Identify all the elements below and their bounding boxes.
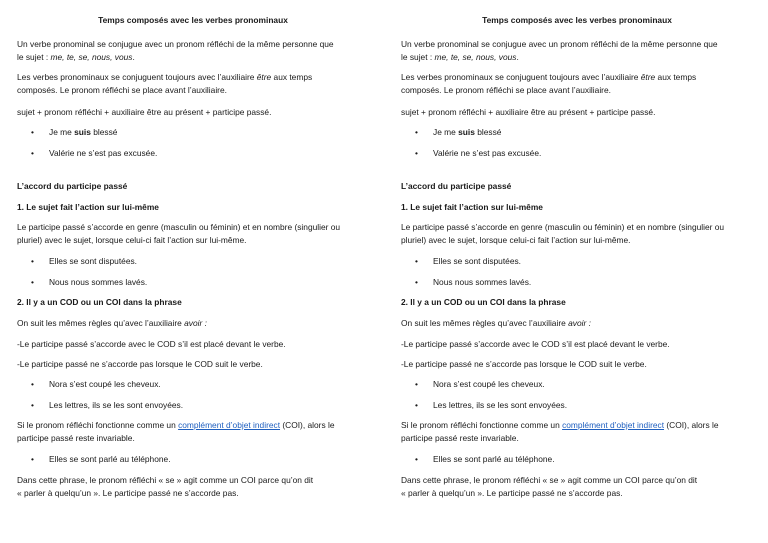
rule-text: On suit les mêmes règles qu’avec l’auxiliaire <box>17 318 185 328</box>
example-text: Les lettres, ils se les sont envoyées. <box>433 400 568 410</box>
rule-line: -Le participe passé ne s’accorde pas lorsque le COD suit le verbe. <box>401 359 647 369</box>
example-text: Les lettres, ils se les sont envoyées. <box>49 400 184 410</box>
example-text: Nous nous sommes lavés. <box>49 277 148 287</box>
list-item <box>415 378 545 391</box>
bullet-icon: • <box>31 400 34 410</box>
list-item <box>415 276 531 289</box>
auxiliary-word: être <box>256 72 272 82</box>
list-item <box>31 147 157 160</box>
formula: sujet + pronom réfléchi + auxiliaire être au présent + participe passé. <box>17 107 272 117</box>
bullet-icon: • <box>31 277 34 287</box>
bullet-icon: • <box>415 400 418 410</box>
intro-line-2 <box>17 51 135 64</box>
coi-line-2: participe passé reste invariable. <box>401 433 519 443</box>
rule-line: -Le participe passé s’accorde avec le COD s’il est placé devant le verbe. <box>17 339 286 349</box>
pronoun-list: me, te, se, nous, vous <box>50 52 133 62</box>
subsection-heading: 1. Le sujet fait l’action sur lui-même <box>401 202 543 212</box>
example-text: Valérie ne s’est pas excusée. <box>49 148 158 158</box>
section-heading: L’accord du participe passé <box>17 181 128 191</box>
final-line-1: Dans cette phrase, le pronom réfléchi « se » agit comme un COI parce qu’on dit <box>401 475 698 485</box>
rule-line: -Le participe passé s’accorde avec le COD s’il est placé devant le verbe. <box>401 339 670 349</box>
subsection-heading: 2. Il y a un COD ou un COI dans la phrase <box>17 297 182 307</box>
list-item <box>31 126 117 139</box>
list-item <box>415 126 501 139</box>
example-text: Nora s’est coupé les cheveux. <box>49 379 161 389</box>
doc-title: Temps composés avec les verbes pronominaux <box>482 15 672 25</box>
rule-line-2: pluriel) avec le sujet, lorsque celui-ci fait l’action sur lui-même. <box>17 235 247 245</box>
intro-text: le sujet : <box>17 52 51 62</box>
subsection-heading: 2. Il y a un COD ou un COI dans la phrase <box>401 297 566 307</box>
bullet-icon: • <box>415 127 418 137</box>
intro-line-3 <box>17 71 312 84</box>
list-item <box>31 378 161 391</box>
final-line-1: Dans cette phrase, le pronom réfléchi « se » agit comme un COI parce qu’on dit <box>17 475 314 485</box>
auxiliary-word: avoir : <box>568 318 591 328</box>
pronoun-list: me, te, se, nous, vous <box>434 52 517 62</box>
final-line-2: « parler à quelqu’un ». Le participe passé ne s’accorde pas. <box>401 488 623 498</box>
list-item <box>31 276 147 289</box>
formula: sujet + pronom réfléchi + auxiliaire être au présent + participe passé. <box>401 107 656 117</box>
example-text: Je me <box>433 127 459 137</box>
intro-line-1: Un verbe pronominal se conjugue avec un pronom réfléchi de la même personne que <box>401 39 718 49</box>
auxiliary-word: avoir : <box>184 318 207 328</box>
bullet-icon: • <box>31 127 34 137</box>
example-text: Nora s’est coupé les cheveux. <box>433 379 545 389</box>
section-heading: L’accord du participe passé <box>401 181 512 191</box>
example-text: Elles se sont disputées. <box>49 256 137 266</box>
bullet-icon: • <box>415 277 418 287</box>
rule-line-2: pluriel) avec le sujet, lorsque celui-ci fait l’action sur lui-même. <box>401 235 631 245</box>
example-text: blessé <box>90 127 118 137</box>
list-item <box>31 255 137 268</box>
bullet-icon: • <box>415 454 418 464</box>
intro-text: . <box>516 52 519 62</box>
coi-line-1 <box>17 419 334 432</box>
example-bold: suis <box>74 127 91 137</box>
intro-line-2 <box>401 51 519 64</box>
intro-line-4: composés. Le pronom réfléchi se place avant l’auxiliaire. <box>17 85 227 95</box>
intro-text: . <box>132 52 135 62</box>
bullet-icon: • <box>31 379 34 389</box>
final-line-2: « parler à quelqu’un ». Le participe passé ne s’accorde pas. <box>17 488 239 498</box>
coi-line-1 <box>401 419 718 432</box>
intro-text: le sujet : <box>401 52 435 62</box>
bullet-icon: • <box>415 379 418 389</box>
bullet-icon: • <box>415 148 418 158</box>
list-item <box>415 147 541 160</box>
coi-link[interactable]: complément d’objet indirect <box>562 420 665 430</box>
auxiliary-word: être <box>640 72 656 82</box>
bullet-icon: • <box>31 454 34 464</box>
subsection-heading: 1. Le sujet fait l’action sur lui-même <box>17 202 159 212</box>
list-item <box>415 453 555 466</box>
rule-text: On suit les mêmes règles qu’avec l’auxiliaire <box>401 318 569 328</box>
rule-line <box>401 317 591 330</box>
example-text: Valérie ne s’est pas excusée. <box>433 148 542 158</box>
example-text: Elles se sont parlé au téléphone. <box>433 454 555 464</box>
intro-text: aux temps <box>655 72 697 82</box>
list-item <box>415 255 521 268</box>
coi-text: Si le pronom réfléchi fonctionne comme un <box>401 420 563 430</box>
coi-text: (COI), alors le <box>664 420 719 430</box>
coi-link[interactable]: complément d’objet indirect <box>178 420 281 430</box>
intro-text: Les verbes pronominaux se conjuguent toujours avec l’auxiliaire <box>401 72 641 82</box>
example-bold: suis <box>458 127 475 137</box>
intro-line-4: composés. Le pronom réfléchi se place avant l’auxiliaire. <box>401 85 611 95</box>
intro-text: aux temps <box>271 72 313 82</box>
rule-line-1: Le participe passé s’accorde en genre (masculin ou féminin) et en nombre (singulier ou <box>17 222 341 232</box>
example-text: blessé <box>474 127 502 137</box>
example-text: Elles se sont disputées. <box>433 256 521 266</box>
example-text: Nous nous sommes lavés. <box>433 277 532 287</box>
coi-text: (COI), alors le <box>280 420 335 430</box>
coi-text: Si le pronom réfléchi fonctionne comme un <box>17 420 179 430</box>
coi-line-2: participe passé reste invariable. <box>17 433 135 443</box>
bullet-icon: • <box>31 256 34 266</box>
example-text: Je me <box>49 127 75 137</box>
intro-line-1: Un verbe pronominal se conjugue avec un pronom réfléchi de la même personne que <box>17 39 334 49</box>
intro-line-3 <box>401 71 696 84</box>
rule-line-1: Le participe passé s’accorde en genre (masculin ou féminin) et en nombre (singulier ou <box>401 222 725 232</box>
list-item <box>31 399 183 412</box>
list-item <box>415 399 567 412</box>
bullet-icon: • <box>31 148 34 158</box>
list-item <box>31 453 171 466</box>
example-text: Elles se sont parlé au téléphone. <box>49 454 171 464</box>
rule-line: -Le participe passé ne s’accorde pas lorsque le COD suit le verbe. <box>17 359 263 369</box>
bullet-icon: • <box>415 256 418 266</box>
doc-title: Temps composés avec les verbes pronominaux <box>98 15 288 25</box>
rule-line <box>17 317 207 330</box>
intro-text: Les verbes pronominaux se conjuguent toujours avec l’auxiliaire <box>17 72 257 82</box>
